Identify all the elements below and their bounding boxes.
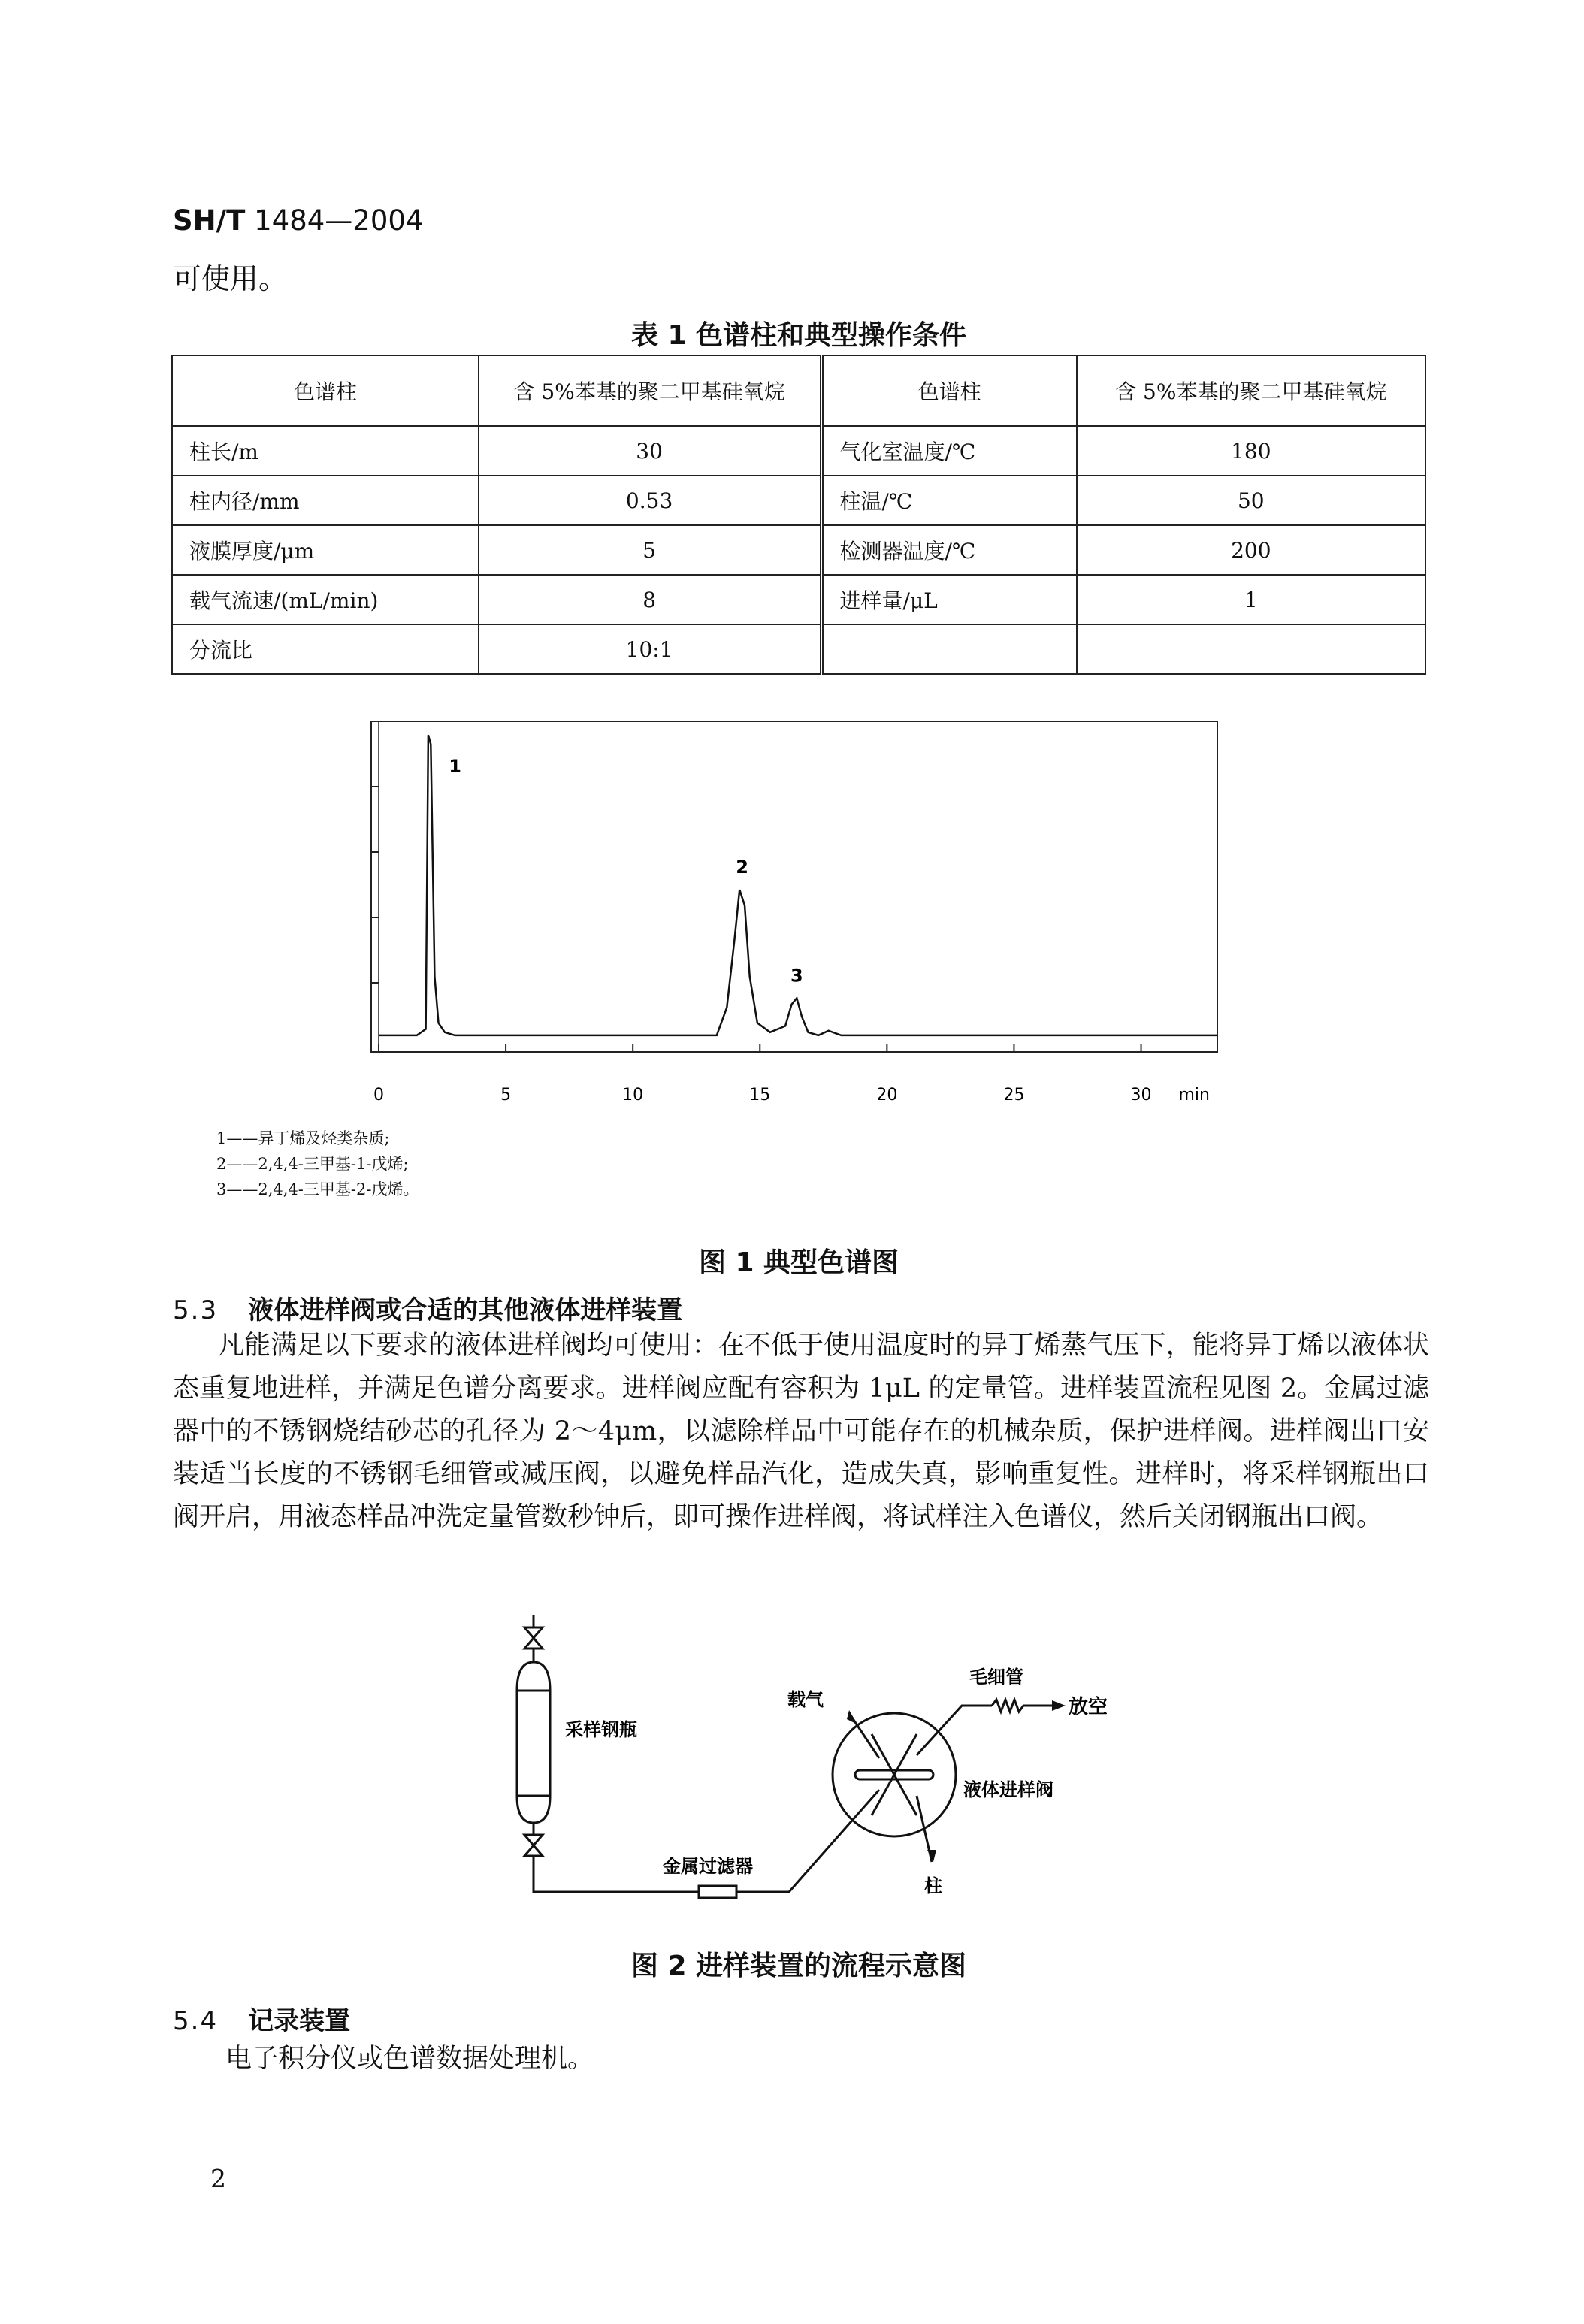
carrier-gas-label: 载气 — [787, 1689, 824, 1710]
param-name: 载气流速/(mL/min) — [172, 575, 479, 624]
legend-item: 3——2,4,4-三甲基-2-戊烯。 — [216, 1180, 419, 1198]
peak-label: 3 — [790, 965, 803, 987]
x-tick-label: 0 — [373, 1086, 384, 1105]
section-number: 5.3 — [173, 1295, 219, 1325]
param-value: 8 — [479, 575, 821, 624]
x-tick-label: 30 — [1130, 1086, 1152, 1105]
table-row — [172, 426, 1425, 476]
filter-label: 金属过滤器 — [663, 1856, 753, 1877]
capillary-line — [917, 1706, 992, 1755]
sampling-device-diagram — [451, 1608, 1187, 1924]
x-tick-label: 25 — [1003, 1086, 1025, 1105]
param-name: 柱内径/mm — [172, 476, 479, 525]
table-row — [172, 476, 1425, 525]
standard-code — [173, 204, 423, 237]
param-value: 30 — [479, 426, 821, 476]
y-tick-marks — [371, 787, 379, 983]
x-tick-label: 15 — [749, 1086, 771, 1105]
param-value: 180 — [1077, 426, 1425, 476]
section-5-3-body: 凡能满足以下要求的液体进样阀均可使用：在不低于使用温度时的异丁烯蒸气压下，能将异丁烯以液体状态重复地进样，并满足色谱分离要求。进样阀应配有容积为 1μL 的定量管。进样装置流程见图 2。金属过滤器中的不锈钢烧结砂芯的孔径为 2～4μm，以滤除样品中可能存在的机械杂质，保护进样阀。进样阀出口安装适当长度的不锈钢毛细管或减压阀，以避免样品汽化，造成失真，影响重复性。进样时，将采样钢瓶出口阀开启，用液态样品冲洗定量管数秒钟后，即可操作进样阀，将试样注入色谱仪，然后关闭钢瓶出口阀。 — [173, 1331, 1429, 1532]
table-header-row — [172, 355, 1425, 426]
section-title: 液体进样阀或合适的其他液体进样装置 — [248, 1295, 683, 1325]
column-label: 柱 — [924, 1875, 942, 1896]
param-value: 5 — [479, 525, 821, 575]
param-name: 分流比 — [172, 624, 479, 674]
standard-prefix: SH/T — [173, 204, 246, 237]
peak-label: 2 — [736, 857, 748, 878]
valve-label: 液体进样阀 — [963, 1779, 1053, 1800]
legend-item: 2——2,4,4-三甲基-1-戊烯; — [216, 1155, 409, 1173]
cylinder-label: 采样钢瓶 — [565, 1719, 637, 1740]
vent-arrow — [1052, 1700, 1066, 1711]
param-value — [1077, 624, 1425, 674]
legend-item: 1——异丁烯及烃类杂质; — [216, 1129, 390, 1147]
figure1-caption: 图 1 典型色谱图 — [698, 1247, 899, 1278]
page-number: 2 — [210, 2164, 226, 2193]
standard-number: 1484—2004 — [254, 204, 424, 237]
table-row — [172, 525, 1425, 575]
param-name: 气化室温度/℃ — [821, 426, 1077, 476]
section-title: 记录装置 — [248, 2006, 351, 2036]
param-value: 0.53 — [479, 476, 821, 525]
section-5-3-heading — [173, 1289, 682, 1326]
x-unit-label: min — [1178, 1086, 1210, 1105]
param-name — [821, 624, 1077, 674]
section-number: 5.4 — [173, 2006, 219, 2036]
peak-label: 1 — [449, 756, 461, 778]
param-value: 1 — [1077, 575, 1425, 624]
sampling-cylinder — [517, 1662, 550, 1823]
section-5-4-heading — [173, 2000, 350, 2037]
capillary-coil — [992, 1700, 1052, 1712]
peak-labels — [449, 756, 803, 986]
x-tick-label: 5 — [500, 1086, 512, 1105]
param-value: 10:1 — [479, 624, 821, 674]
param-name: 柱长/m — [172, 426, 479, 476]
header-cell: 色谱柱 — [821, 355, 1077, 426]
figure2-caption: 图 2 进样装置的流程示意图 — [630, 1951, 967, 1981]
header-cell: 含 5%苯基的聚二甲基硅氧烷 — [1077, 355, 1425, 426]
chromatogram-chart — [353, 714, 1255, 1120]
pipe-to-valve — [736, 1790, 879, 1892]
chromatogram-legend — [216, 1126, 419, 1202]
param-value: 50 — [1077, 476, 1425, 525]
param-name: 液膜厚度/μm — [172, 525, 479, 575]
param-name: 检测器温度/℃ — [821, 525, 1077, 575]
x-tick-label: 20 — [876, 1086, 898, 1105]
header-cell: 含 5%苯基的聚二甲基硅氧烷 — [479, 355, 821, 426]
x-tick-labels — [373, 1044, 1152, 1105]
header-cell: 色谱柱 — [172, 355, 479, 426]
metal-filter — [699, 1886, 736, 1898]
x-tick-label: 10 — [622, 1086, 644, 1105]
carrier-arrow — [847, 1710, 857, 1724]
parameter-table — [171, 355, 1426, 675]
param-name: 柱温/℃ — [821, 476, 1077, 525]
param-value: 200 — [1077, 525, 1425, 575]
chromatogram-line — [379, 735, 1217, 1035]
table-row — [172, 624, 1425, 674]
table-row — [172, 575, 1425, 624]
param-name: 进样量/μL — [821, 575, 1077, 624]
top-valve-lower — [524, 1638, 543, 1649]
intro-text: 可使用。 — [173, 262, 288, 295]
table1-caption: 表 1 色谱柱和典型操作条件 — [630, 320, 967, 351]
vent-label: 放空 — [1069, 1696, 1108, 1718]
capillary-label: 毛细管 — [969, 1667, 1023, 1688]
outlet-valve-lower — [524, 1845, 543, 1856]
section-5-4-body: 电子积分仪或色谱数据处理机。 — [225, 2044, 594, 2074]
